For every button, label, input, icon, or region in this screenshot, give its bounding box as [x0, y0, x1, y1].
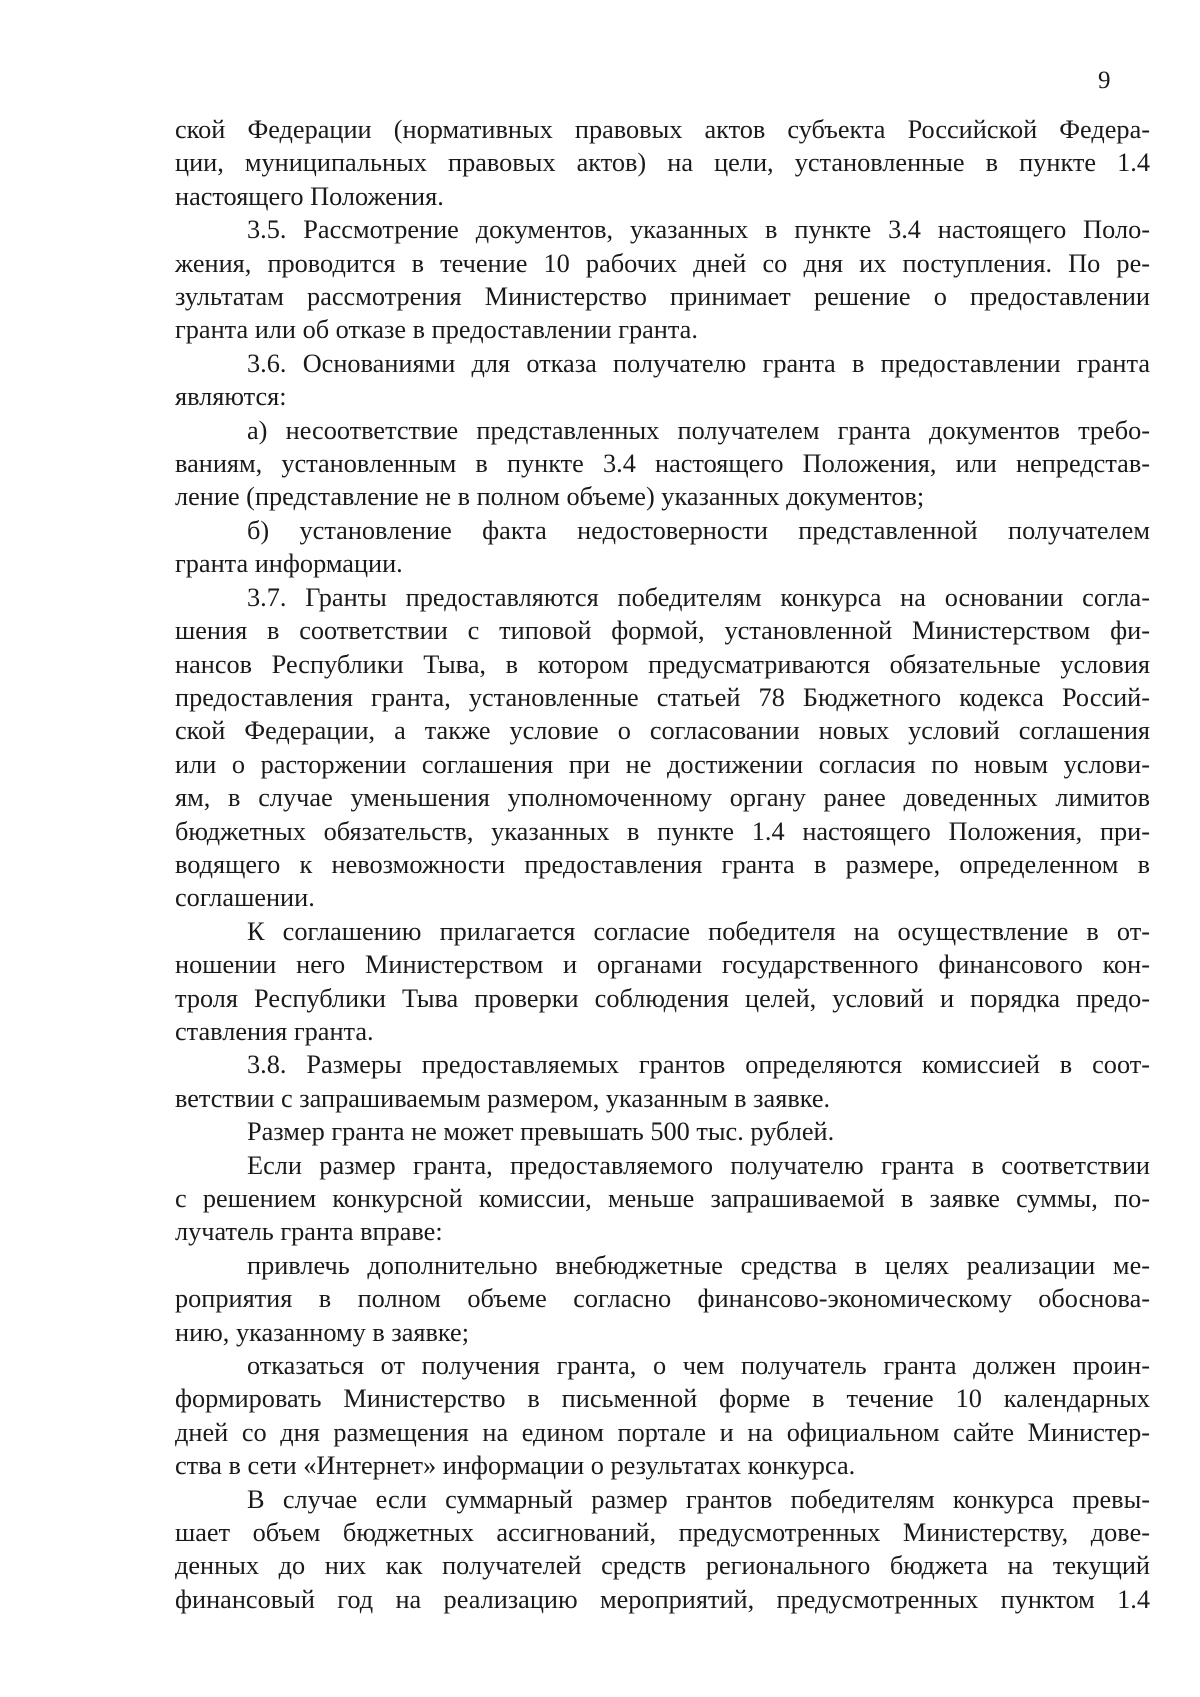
paragraph-line: формировать Министерство в письменной форме в течение 10 календарных: [175, 1384, 1150, 1414]
paragraph-line: ской Федерации, а также условие о согласовании новых условий соглашения: [175, 716, 1150, 746]
paragraph-line: зультатам рассмотрения Министерство принимает решение о предоставлении: [175, 282, 1150, 312]
paragraph-line: шения в соответствии с типовой формой, установленной Министерством фи-: [175, 616, 1150, 646]
paragraph-line: гранта информации.: [175, 549, 403, 579]
paragraph-line: денных до них как получателей средств регионального бюджета на текущий: [175, 1551, 1150, 1581]
paragraph-line: ской Федерации (нормативных правовых актов субъекта Российской Федера-: [175, 115, 1150, 144]
paragraph-line: ции, муниципальных правовых актов) на цели, установленные в пункте 1.4: [175, 148, 1150, 178]
paragraph-line: а) несоответствие представленных получателем гранта документов требо-: [247, 415, 1150, 445]
paragraph-line: ства в сети «Интернет» информации о результатах конкурса.: [175, 1451, 856, 1481]
paragraph-line: ношении него Министерством и органами государственного финансового кон-: [175, 950, 1150, 980]
paragraph-line: ставления гранта.: [175, 1016, 374, 1046]
paragraph-line: привлечь дополнительно внебюджетные средства в целях реализации ме-: [247, 1250, 1150, 1280]
document-body: [175, 113, 1150, 1616]
page-number: 9: [1098, 67, 1111, 94]
paragraph-line: 3.8. Размеры предоставляемых грантов определяются комиссией в соот-: [247, 1050, 1150, 1080]
paragraph-line: Если размер гранта, предоставляемого получателю гранта в соответствии: [247, 1150, 1150, 1180]
paragraph-line: соглашении.: [175, 883, 315, 913]
paragraph-line: 3.5. Рассмотрение документов, указанных в пункте 3.4 настоящего Поло-: [247, 215, 1150, 245]
paragraph-line: ление (представление не в полном объеме) указанных документов;: [175, 482, 925, 512]
paragraph-line: б) установление факта недостоверности представленной получателем: [247, 515, 1150, 545]
paragraph-line: ветствии с запрашиваемым размером, указанным в заявке.: [175, 1083, 831, 1113]
paragraph-line: нию, указанному в заявке;: [175, 1317, 470, 1347]
paragraph-line: финансовый год на реализацию мероприятий, предусмотренных пунктом 1.4: [175, 1584, 1150, 1614]
paragraph-line: 3.7. Гранты предоставляются победителям конкурса на основании согла-: [247, 582, 1150, 612]
paragraph-line: настоящего Положения.: [175, 181, 444, 211]
paragraph-line: троля Республики Тыва проверки соблюдения целей, условий и порядка предо-: [175, 983, 1150, 1013]
paragraph-line: бюджетных обязательств, указанных в пункте 1.4 настоящего Положения, при-: [175, 816, 1150, 846]
paragraph-line: К соглашению прилагается согласие победителя на осуществление в от-: [247, 916, 1150, 946]
paragraph-line: отказаться от получения гранта, о чем получатель гранта должен проин-: [247, 1351, 1150, 1381]
paragraph-line: ям, в случае уменьшения уполномоченному органу ранее доведенных лимитов: [175, 783, 1150, 813]
paragraph-line: являются:: [175, 382, 287, 412]
paragraph-line: предоставления гранта, установленные статьей 78 Бюджетного кодекса Россий-: [175, 682, 1150, 712]
paragraph-line: дней со дня размещения на едином портале и на официальном сайте Министер-: [175, 1417, 1150, 1447]
paragraph-line: с решением конкурсной комиссии, меньше запрашиваемой в заявке суммы, по-: [175, 1184, 1150, 1213]
paragraph-line: лучатель гранта вправе:: [175, 1217, 443, 1247]
paragraph-line: нансов Республики Тыва, в котором предусматриваются обязательные условия: [175, 649, 1150, 679]
paragraph-line: ваниям, установленным в пункте 3.4 настоящего Положения, или непредстав-: [175, 449, 1150, 479]
paragraph-line: роприятия в полном объеме согласно финансово-экономическому обоснова-: [175, 1284, 1150, 1314]
paragraph-line: или о расторжении соглашения при не достижении согласия по новым услови-: [175, 749, 1150, 779]
paragraph-line: Размер гранта не может превышать 500 тыс. рублей.: [247, 1117, 835, 1147]
paragraph-line: водящего к невозможности предоставления гранта в размере, определенном в: [175, 849, 1150, 879]
paragraph-line: 3.6. Основаниями для отказа получателю гранта в предоставлении гранта: [247, 348, 1150, 378]
paragraph-line: шает объем бюджетных ассигнований, предусмотренных Министерству, дове-: [175, 1518, 1150, 1548]
paragraph-line: В случае если суммарный размер грантов победителям конкурса превы-: [247, 1484, 1150, 1514]
paragraph-line: гранта или об отказе в предоставлении гранта.: [175, 315, 698, 345]
paragraph-line: жения, проводится в течение 10 рабочих дней со дня их поступления. По ре-: [175, 248, 1150, 278]
